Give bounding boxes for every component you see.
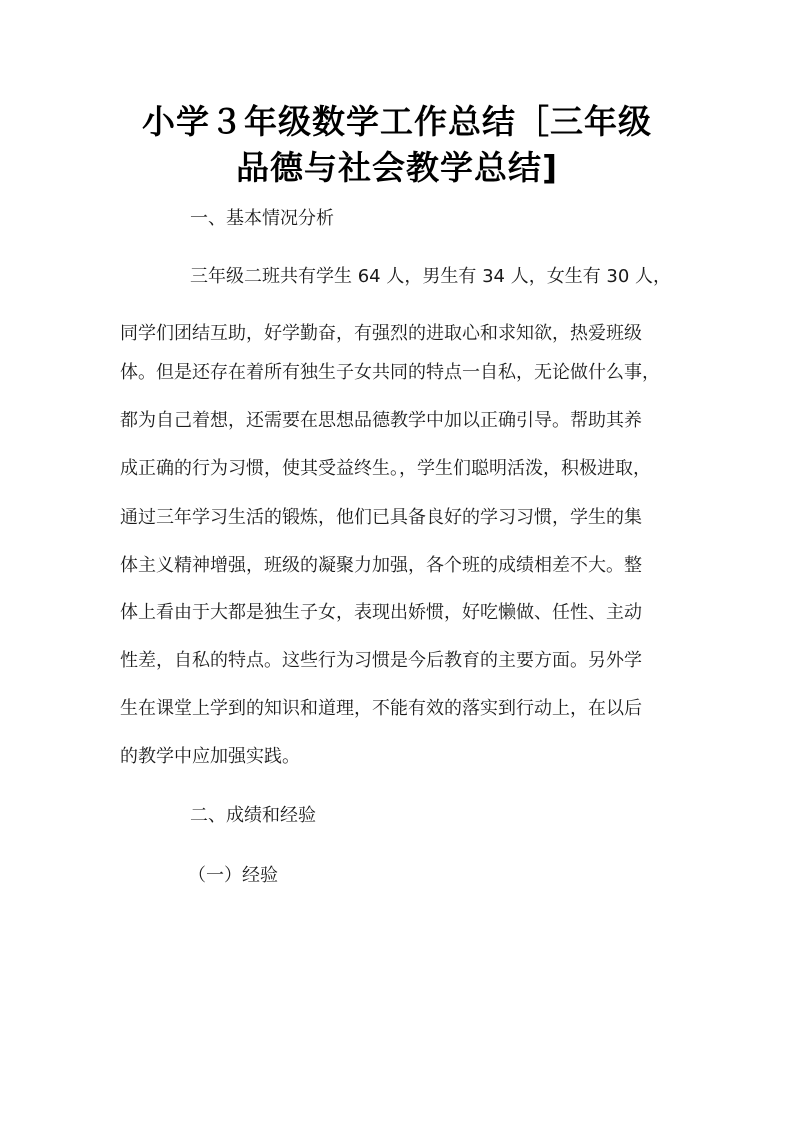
paragraph-line: 生在课堂上学到的知识和道理，不能有效的落实到行动上，在以后 xyxy=(120,698,642,719)
paragraph-line: 体。但是还存在着所有独生子女共同的特点一自私，无论做什么事， xyxy=(120,362,660,383)
paragraph-line: 的教学中应加强实践。 xyxy=(120,746,300,767)
section-heading-achievements: 二、成绩和经验 xyxy=(190,805,316,826)
paragraph-line: 体上看由于大都是独生子女，表现出娇惯，好吃懒做、任性、主动 xyxy=(120,602,642,623)
paragraph-line: 体主义精神增强，班级的凝聚力加强，各个班的成绩相差不大。整 xyxy=(120,555,642,576)
paragraph-line: 性差，自私的特点。这些行为习惯是今后教育的主要方面。另外学 xyxy=(120,650,642,671)
paragraph-line: 三年级二班共有学生 64 人，男生有 34 人，女生有 30 人， xyxy=(190,266,672,287)
paragraph-line: 都为自己着想，还需要在思想品德教学中加以正确引导。帮助其养 xyxy=(120,410,642,431)
section-heading-basic-situation: 一、基本情况分析 xyxy=(190,208,334,229)
subsection-heading-experience: （一）经验 xyxy=(188,865,278,886)
document-title-line-1: 小学３年级数学工作总结［三年级 xyxy=(142,102,652,141)
paragraph-line: 通过三年学习生活的锻炼，他们已具备良好的学习习惯，学生的集 xyxy=(120,507,642,528)
paragraph-line: 成正确的行为习惯，使其受益终生。，学生们聪明活泼，积极进取， xyxy=(120,458,651,479)
document-title-line-2: 品德与社会教学总结] xyxy=(235,148,559,187)
paragraph-line: 同学们团结互助，好学勤奋，有强烈的进取心和求知欲，热爱班级 xyxy=(120,323,642,344)
